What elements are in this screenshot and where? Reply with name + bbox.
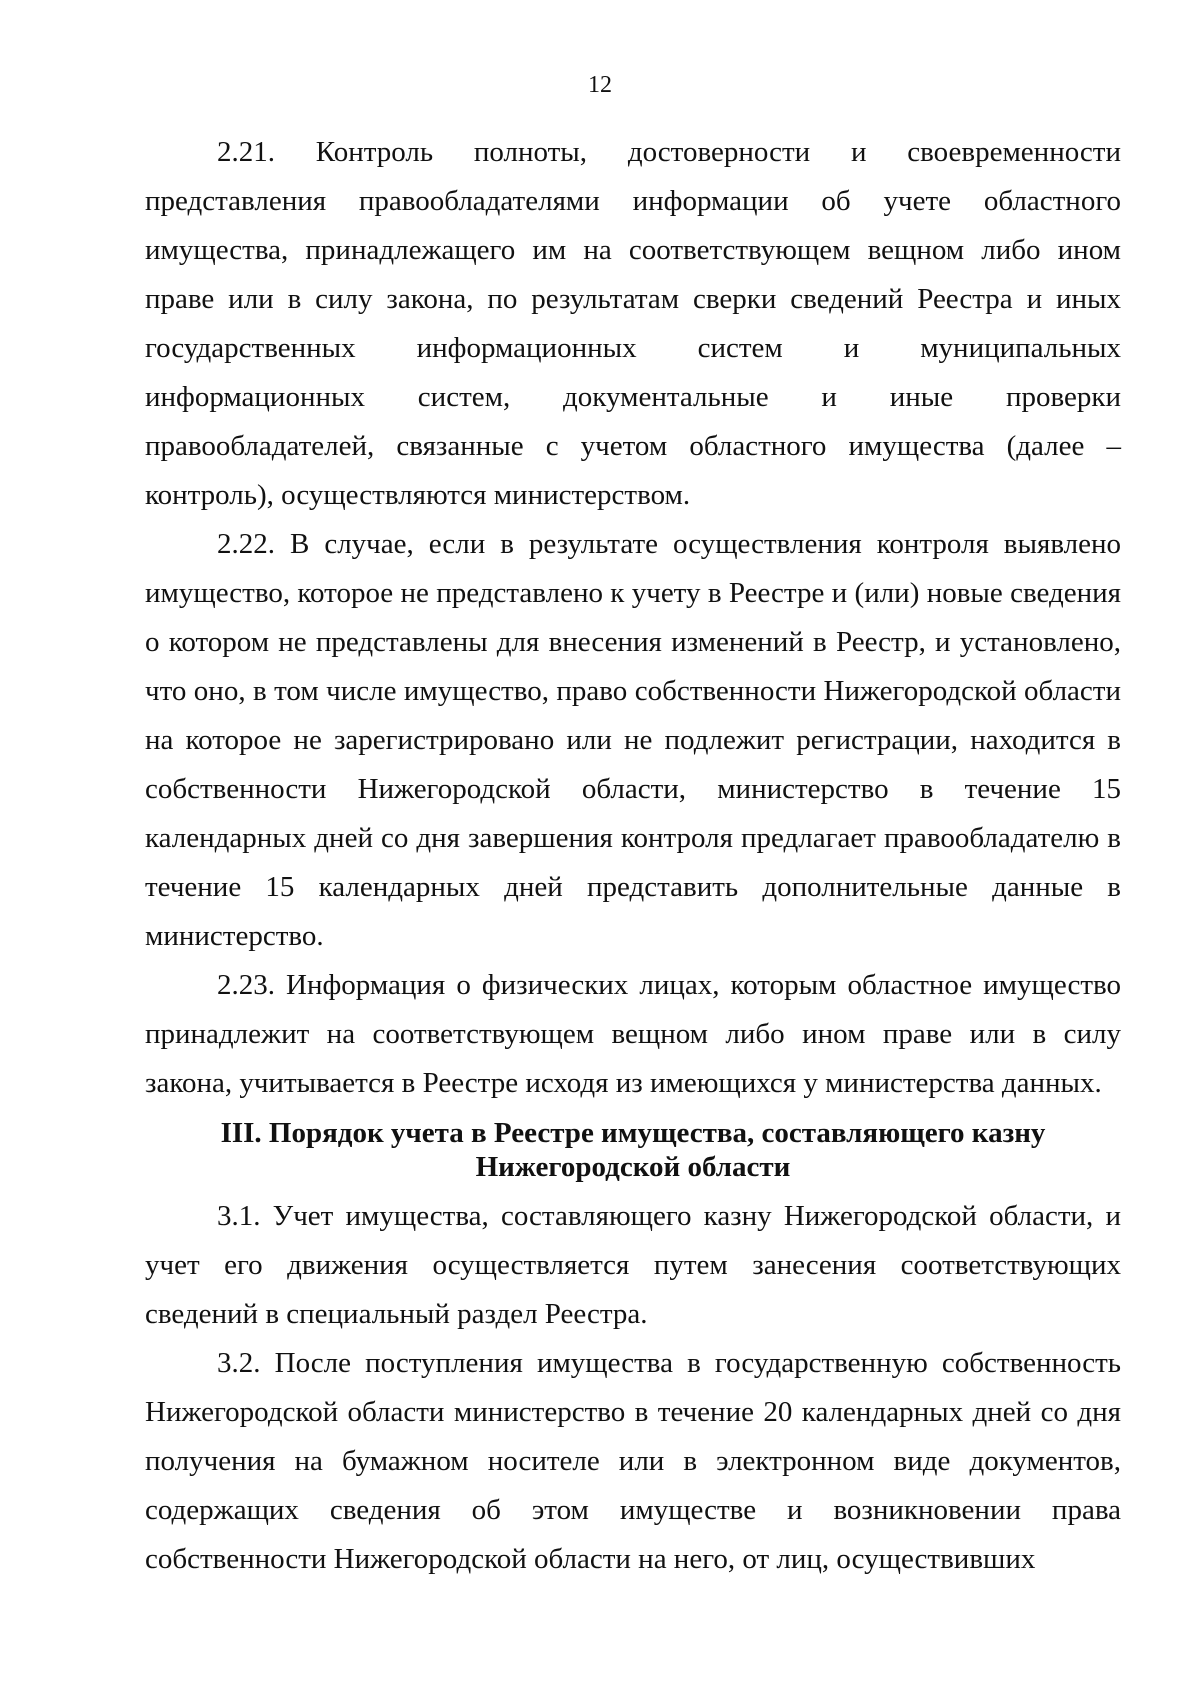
paragraph-2-21: 2.21. Контроль полноты, достоверности и своевременности представления правообладателями информации об учете областного имущества, принадлежащего им на соответствующем вещном либо ином праве или в силу закона, по результатам сверки сведений Реестра и иных государственных информационных систем и муниципальных информационных систем, документальные и иные проверки правообладателей, связанные с учетом областного имущества (далее – контроль), осуществляются министерством. <box>145 136 1121 511</box>
paragraph-2-23: 2.23. Информация о физических лицах, которым областное имущество принадлежит на соответствующем вещном либо ином праве или в силу закона, учитывается в Реестре исходя из имеющихся у министерства данных. <box>145 969 1121 1099</box>
section-title-line-2: Нижегородской области <box>475 1151 791 1183</box>
page-number: 12 <box>588 72 612 98</box>
section-title-line-1: III. Порядок учета в Реестре имущества, составляющего казну <box>220 1117 1046 1149</box>
paragraph-3-1: 3.1. Учет имущества, составляющего казну Нижегородской области, и учет его движения осуществляется путем занесения соответствующих сведений в специальный раздел Реестра. <box>145 1200 1121 1330</box>
document-body <box>145 128 1121 1584</box>
section-title <box>145 1116 1121 1184</box>
paragraph-2-22: 2.22. В случае, если в результате осуществления контроля выявлено имущество, которое не представлено к учету в Реестре и (или) новые сведения о котором не представлены для внесения изменений в Реестр, и установлено, что оно, в том числе имущество, право собственности Нижегородской области на которое не зарегистрировано или не подлежит регистрации, находится в собственности Нижегородской области, министерство в течение 15 календарных дней со дня завершения контроля предлагает правообладателю в течение 15 календарных дней представить дополнительные данные в министерство. <box>145 528 1121 952</box>
paragraph-3-2: 3.2. После поступления имущества в государственную собственность Нижегородской области министерство в течение 20 календарных дней со дня получения на бумажном носителе или в электронном виде документов, содержащих сведения об этом имуществе и возникновении права собственности Нижегородской области на него, от лиц, осуществивших <box>145 1347 1121 1575</box>
